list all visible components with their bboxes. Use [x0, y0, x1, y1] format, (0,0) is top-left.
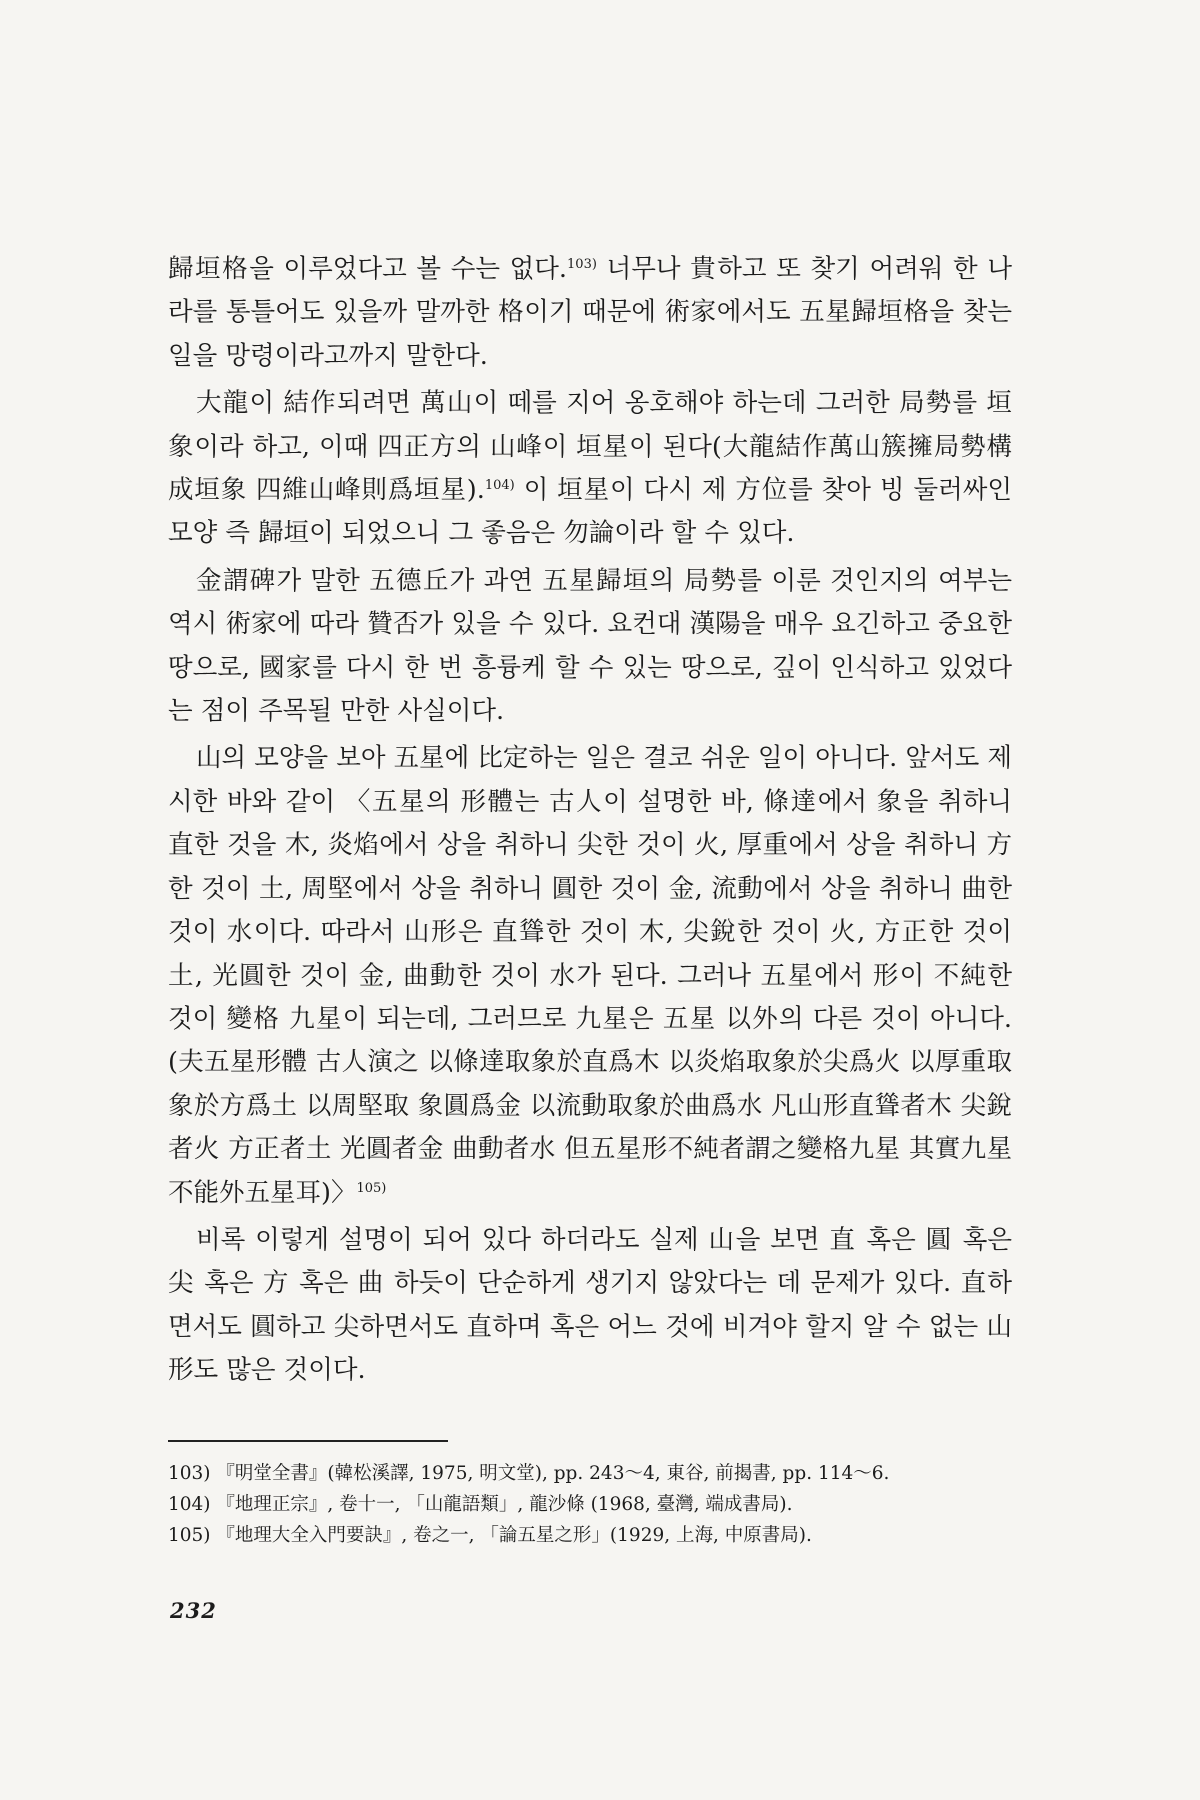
footnote-ref: 103): [567, 257, 597, 272]
paragraph-text: 大龍이 結作되려면 萬山이 떼를 지어 옹호해야 하는데 그러한 局勢를 垣象이라 하고, 이때 四正方의 山峰이 垣星이 된다(大龍結作萬山簇擁局勢構成垣象 四維山峰則爲垣星).: [168, 388, 1012, 506]
footnote: 104) 『地理正宗』, 卷十一, 「山龍語類」, 龍沙條 (1968, 臺灣, 端成書局).: [168, 1494, 793, 1515]
paragraph-text: 山의 모양을 보아 五星에 比定하는 일은 결코 쉬운 일이 아니다. 앞서도 제시한 바와 같이 〈五星의 形體는 古人이 설명한 바, 條達에서 象을 취하니 直한 것을 木, 炎焰에서 상을 취하니 尖한 것이 火, 厚重에서 상을 취하니 方한 것이 土, 周堅에서 상을 취하니 圓한 것이 金, 流動에서 상을 취하니 曲한 것이 水이다. 따라서 山形은 直聳한 것이 木, 尖銳한 것이 火, 方正한 것이 土, 光圓한 것이 金, 曲動한 것이 水가 된다. 그러나 五星에서 形이 不純한 것이 變格 九星이 되는데, 그러므로 九星은 五星 以外의 다른 것이 아니다. (夫五星形體 古人演之 以條達取象於直爲木 以炎焰取象於尖爲火 以厚重取象於方爲土 以周堅取 象圓爲金 以流動取象於曲爲水 凡山形直聳者木 尖銳者火 方正者土 光圓者金 曲動者水 但五星形不純者謂之變格九星 其實九星不能外五星耳)〉: [168, 743, 1012, 1208]
footnote-divider: [168, 1440, 448, 1442]
paragraph: [168, 737, 1012, 1214]
paragraph: [168, 248, 1012, 378]
body-text: [168, 248, 1012, 1397]
paragraph: [168, 560, 1012, 734]
footnote-ref: 104): [484, 478, 515, 494]
paragraph-text: 歸垣格을 이루었다고 볼 수는 없다.: [168, 254, 568, 284]
footnotes: [168, 1458, 1068, 1551]
footnote: 103) 『明堂全書』(韓松溪譯, 1975, 明文堂), pp. 243～4, 東谷, 前揭書, pp. 114～6.: [168, 1463, 890, 1484]
page-number: 232: [170, 1598, 217, 1623]
paragraph-text: 이 垣星이 다시 제 方位를 찾아 빙 둘러싸인 모양 즉 歸垣이 되었으니 그 좋음은 勿論이라 할 수 있다.: [168, 475, 1012, 549]
paragraph-text: 너무나 貴하고 또 찾기 어려워 한 나라를 통틀어도 있을까 말까한 格이기 때문에 術家에서도 五星歸垣格을 찾는 일을 망령이라고까지 말한다.: [168, 254, 1012, 371]
paragraph: [168, 382, 1012, 556]
footnote-ref: 105): [356, 1180, 387, 1196]
footnote: 105) 『地理大全入門要訣』, 卷之一, 「論五星之形」(1929, 上海, 中原書局).: [168, 1525, 812, 1546]
paragraph-text: 金謂碑가 말한 五德丘가 과연 五星歸垣의 局勢를 이룬 것인지의 여부는 역시 術家에 따라 贊否가 있을 수 있다. 요컨대 漢陽을 매우 요긴하고 중요한 땅으로, 國家를 다시 한 번 흥륭케 할 수 있는 땅으로, 깊이 인식하고 있었다는 점이 주목될 만한 사실이다.: [168, 565, 1012, 727]
paragraph: [168, 1219, 1012, 1393]
paragraph-text: 비록 이렇게 설명이 되어 있다 하더라도 실제 山을 보면 直 혹은 圓 혹은 尖 혹은 方 혹은 曲 하듯이 단순하게 생기지 않았다는 데 문제가 있다. 直하면서도 圓하고 尖하면서도 直하며 혹은 어느 것에 비겨야 할지 알 수 없는 山形도 많은 것이다.: [168, 1224, 1012, 1386]
